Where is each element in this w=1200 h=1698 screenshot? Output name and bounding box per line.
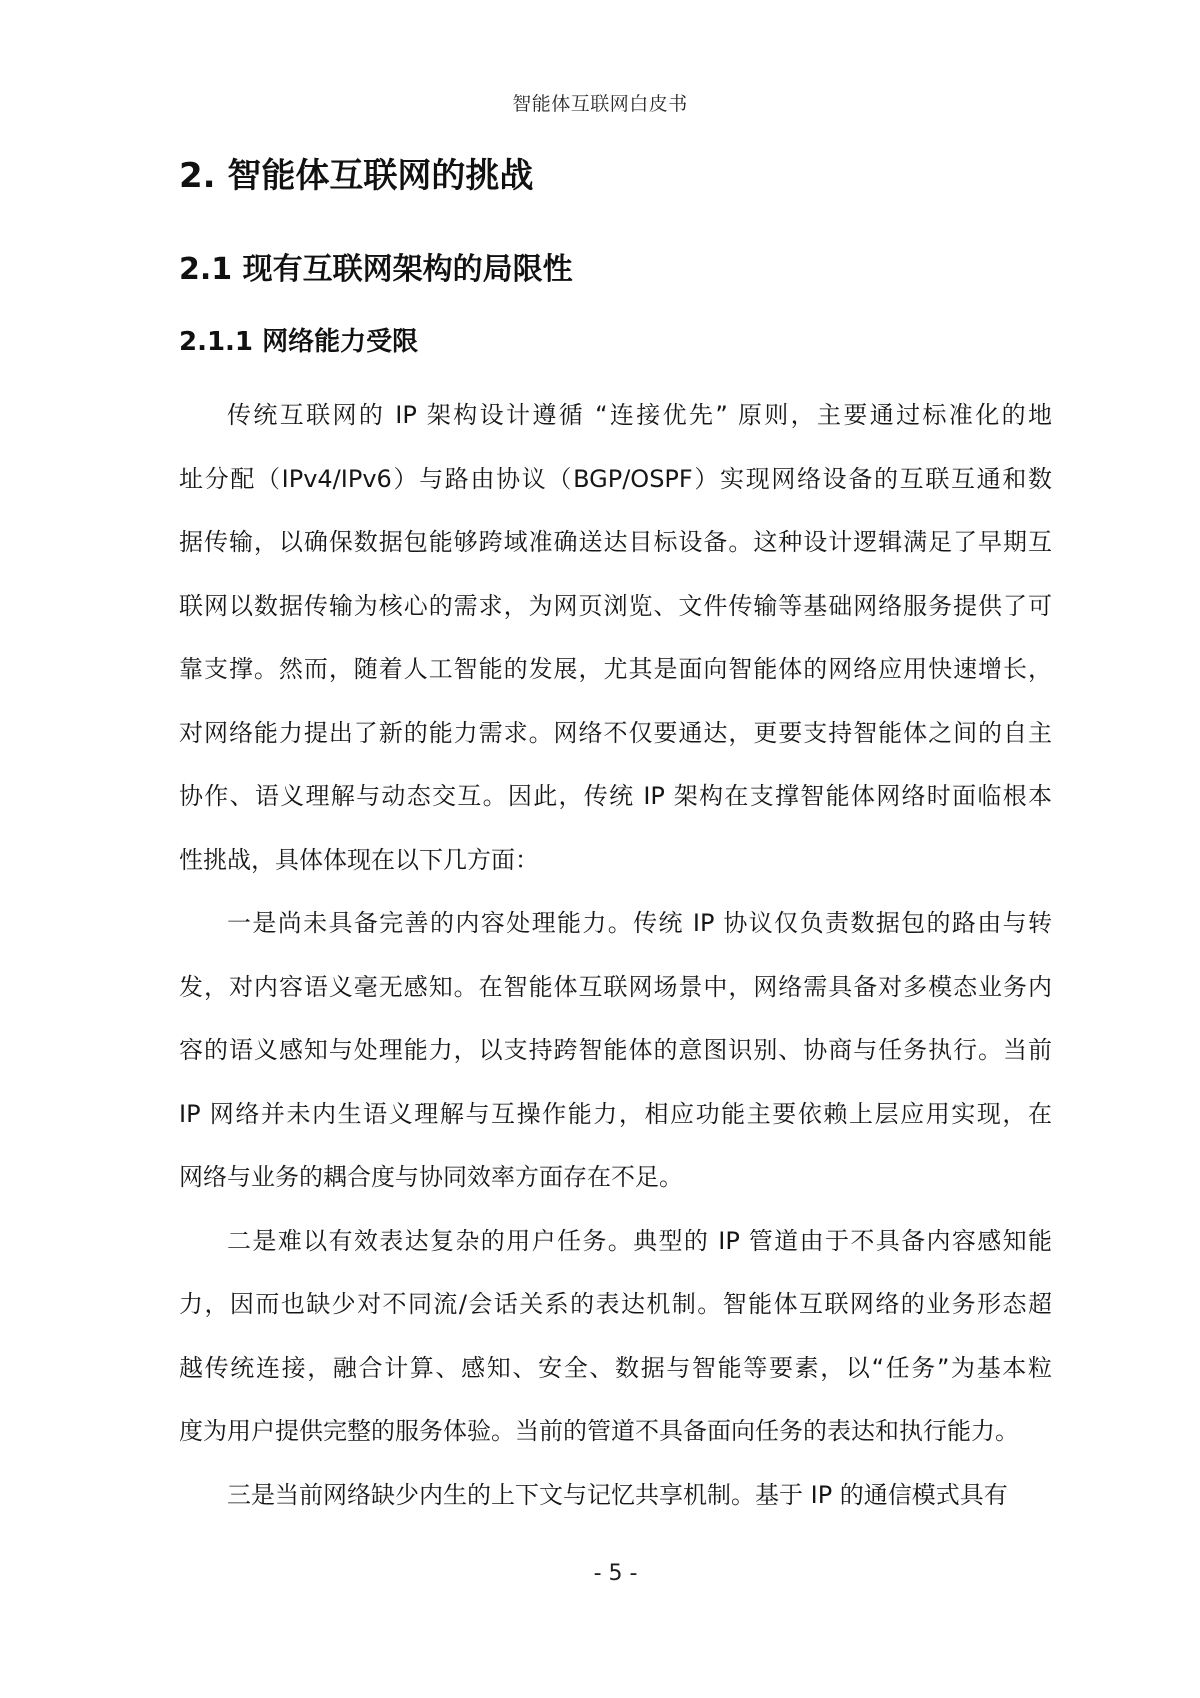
text-line: 靠支撑。然而，随着人工智能的发展，尤其是面向智能体的网络应用快速增长， [179,655,1052,683]
paragraph-3 [179,1210,1052,1464]
text-line: 网络与业务的耦合度与协同效率方面存在不足。 [179,1163,683,1191]
text-line: 址分配（IPv4/IPv6）与路由协议（BGP/OSPF）实现网络设备的互联互通和数 [179,464,1052,493]
text-line: 传统互联网的 IP 架构设计遵循 “连接优先” 原则，主要通过标准化的地 [227,401,1052,429]
section-heading: 2.1 现有互联网架构的局限性 [179,252,573,287]
page-number: - 5 - [593,1561,638,1586]
chapter-heading: 2. 智能体互联网的挑战 [179,156,534,196]
body-text [179,384,1052,1527]
text-line: 据传输，以确保数据包能够跨域准确送达目标设备。这种设计逻辑满足了早期互 [179,528,1052,556]
text-line: 协作、语义理解与动态交互。因此，传统 IP 架构在支撑智能体网络时面临根本 [179,782,1052,810]
header-title: 智能体互联网白皮书 [512,93,688,115]
text-line: 越传统连接，融合计算、感知、安全、数据与智能等要素，以“任务”为基本粒 [179,1353,1052,1382]
text-line: 度为用户提供完整的服务体验。当前的管道不具备面向任务的表达和执行能力。 [179,1417,1019,1445]
paragraph-2 [179,892,1052,1210]
paragraph-1 [179,384,1052,892]
paragraph-4 [179,1464,1052,1528]
text-line: 性挑战，具体体现在以下几方面： [179,845,539,874]
text-line: 一是尚未具备完善的内容处理能力。传统 IP 协议仅负责数据包的路由与转 [227,909,1052,937]
page-footer [179,1561,1052,1586]
text-line: 三是当前网络缺少内生的上下文与记忆共享机制。基于 IP 的通信模式具有 [227,1480,1008,1509]
text-line: 力，因而也缺少对不同流/会话关系的表达机制。智能体互联网络的业务形态超 [179,1290,1052,1318]
text-line: 联网以数据传输为核心的需求，为网页浏览、文件传输等基础网络服务提供了可 [179,591,1052,620]
text-line: 发，对内容语义毫无感知。在智能体互联网场景中，网络需具备对多模态业务内 [179,972,1052,1001]
page-header [0,89,1200,116]
text-line: IP 网络并未内生语义理解与互操作能力，相应功能主要依赖上层应用实现，在 [179,1099,1052,1128]
text-line: 容的语义感知与处理能力，以支持跨智能体的意图识别、协商与任务执行。当前 [179,1036,1052,1064]
text-line: 二是难以有效表达复杂的用户任务。典型的 IP 管道由于不具备内容感知能 [227,1226,1052,1255]
text-line: 对网络能力提出了新的能力需求。网络不仅要通达，更要支持智能体之间的自主 [179,718,1052,747]
subsection-heading: 2.1.1 网络能力受限 [179,327,419,357]
